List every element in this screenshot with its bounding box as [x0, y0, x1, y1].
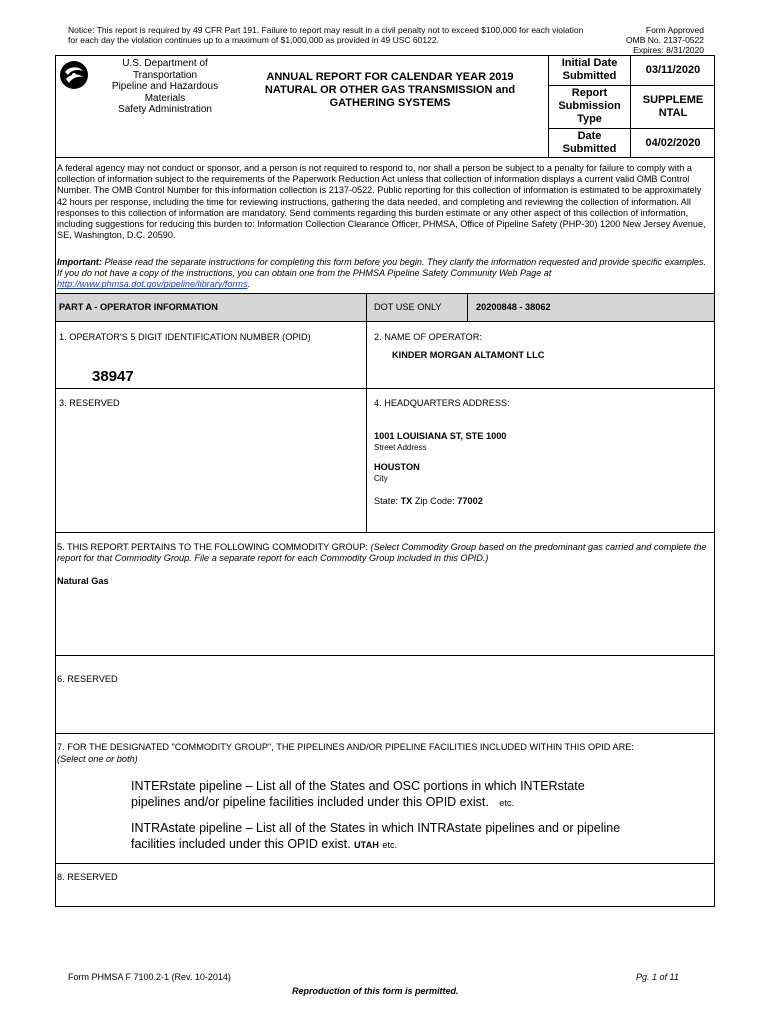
- forms-link[interactable]: http://www.phmsa.dot.gov/pipeline/library/forms: [57, 279, 248, 290]
- burden-statement: A federal agency may not conduct or sponsor, and a person is not required to respond to, nor shall a person be subject to a penalty for failure to comply with a collection of information subject to the requirements of the Paperwork Reduction Act unless that collection of information displays a current valid OMB Control Number. The OMB Control Number for this information collection is 2137-0522. Public reporting for this collection of information is estimated to be approximately 42 hours per response, including the time for reviewing instructions, gathering the data needed, and completing and reviewing the collection of information. All responses to this collection of information are mandatory. Send comments regarding this burden estimate or any other aspect of this collection of information, including suggestions for reducing this burden to: Information Collection Clearance Officer, PHMSA, Office of Pipeline Safety (PHP-30) 1200 New Jersey Avenue, SE, Washington, D.C. 20590.: [57, 163, 706, 241]
- important-text: Please read the separate instructions for completing this form before you begin. They clarify the information requested and provide specific examples. If you do not have a copy of the instructions, you can obtain one from the PHMSA Pipeline Safety Community Web Page at: [57, 257, 707, 279]
- intrastate-option: [131, 820, 701, 852]
- important-label: Important:: [57, 257, 102, 267]
- form-number: Form PHMSA F 7100.2-1 (Rev. 10-2014): [68, 972, 231, 982]
- state-label: State:: [374, 496, 401, 506]
- important-note: [57, 257, 707, 291]
- state-zip-line: [374, 496, 483, 507]
- agency-line-1: U.S. Department of: [122, 58, 208, 69]
- title-line-2: NATURAL OR OTHER GAS TRANSMISSION and: [264, 84, 516, 96]
- state-value: TX: [400, 496, 413, 506]
- intrastate-state-value: UTAH: [354, 840, 379, 850]
- q5-question: [57, 542, 707, 564]
- omb-number: OMB No. 2137-0522: [626, 35, 704, 45]
- street-address-value: 1001 LOUISIANA ST, STE 1000: [374, 431, 507, 441]
- initial-date-label: Initial Date Submitted: [561, 57, 618, 82]
- interstate-line-2: pipelines and/or pipeline facilities included under this OPID exist.: [131, 795, 489, 809]
- agency-line-2: Transportation: [132, 69, 198, 81]
- title-line-3: GATHERING SYSTEMS: [329, 97, 451, 109]
- page-number: Pg. 1 of 11: [636, 972, 679, 982]
- q4-label: 4. HEADQUARTERS ADDRESS:: [374, 398, 510, 408]
- dot-use-only-label: DOT USE ONLY: [374, 302, 442, 312]
- q1-label: 1. OPERATOR'S 5 DIGIT IDENTIFICATION NUMBER (OPID): [59, 332, 311, 342]
- q2-label: 2. NAME OF OPERATOR:: [374, 332, 482, 342]
- expiration-date: Expires: 8/31/2020: [633, 45, 704, 55]
- initial-date-value: 03/11/2020: [645, 64, 701, 76]
- report-type-value: SUPPLEME NTAL: [642, 94, 704, 119]
- q5-label: 5. THIS REPORT PERTAINS TO THE FOLLOWING COMMODITY GROUP:: [57, 542, 371, 552]
- agency-line-4: Materials: [144, 92, 186, 104]
- agency-line-3: Pipeline and Hazardous: [111, 81, 219, 92]
- q7-label: 7. FOR THE DESIGNATED "COMMODITY GROUP", THE PIPELINES AND/OR PIPELINE FACILITIES INCLUDED WITHIN THIS OPID ARE:: [57, 742, 634, 752]
- report-type-label: Report Submission Type: [558, 87, 621, 125]
- dot-tracking-number: 20200848 - 38062: [476, 302, 551, 312]
- q3-label: 3. RESERVED: [59, 398, 120, 408]
- q8-label: 8. RESERVED: [57, 872, 118, 882]
- interstate-option: [131, 778, 701, 810]
- date-submitted-value: 04/02/2020: [645, 137, 701, 149]
- important-end: .: [247, 279, 251, 290]
- dot-logo-icon: [59, 60, 89, 90]
- notice-line-2: for each day the violation continues up to a maximum of $1,000,000 as provided in 49 USC 60122.: [68, 35, 439, 45]
- opid-value: 38947: [92, 368, 134, 385]
- q6-label: 6. RESERVED: [57, 674, 118, 684]
- agency-name: [90, 58, 240, 116]
- report-title: [240, 71, 540, 110]
- reproduction-notice: Reproduction of this form is permitted.: [292, 986, 459, 996]
- form-approved-label: Form Approved: [645, 25, 704, 35]
- street-address-caption: Street Address: [374, 443, 427, 452]
- city-caption: City: [374, 474, 388, 483]
- zip-label: Zip Code:: [412, 496, 458, 506]
- notice: [68, 25, 628, 45]
- part-a-title: PART A - OPERATOR INFORMATION: [59, 302, 218, 312]
- agency-line-5: Safety Administration: [118, 104, 212, 115]
- city-value: HOUSTON: [374, 462, 420, 472]
- zip-value: 77002: [457, 496, 483, 506]
- title-line-1: ANNUAL REPORT FOR CALENDAR YEAR 2019: [266, 71, 514, 83]
- notice-line-1: Notice: This report is required by 49 CFR Part 191. Failure to report may result in a civil penalty not to exceed $100,000 for each violation: [68, 25, 584, 35]
- q5-instruction: (Select Commodity Group based on the predominant gas carried and complete the report for that Commodity Group. File a separate report for each Commodity Group included in this OPID.): [57, 542, 707, 563]
- form-approval: [612, 25, 704, 55]
- intrastate-line-2: facilities included under this OPID exist.: [131, 837, 351, 851]
- intrastate-etc: etc.: [382, 840, 398, 850]
- date-submitted-label: Date Submitted: [562, 130, 617, 155]
- interstate-line-1: INTERstate pipeline – List all of the States and OSC portions in which INTERstate: [131, 779, 585, 793]
- interstate-etc: etc.: [499, 798, 515, 808]
- commodity-group-value: Natural Gas: [57, 576, 109, 586]
- operator-name-value: KINDER MORGAN ALTAMONT LLC: [392, 350, 545, 360]
- intrastate-line-1: INTRAstate pipeline – List all of the States in which INTRAstate pipelines and or pipeline: [131, 821, 621, 835]
- q7-instruction: (Select one or both): [57, 754, 138, 764]
